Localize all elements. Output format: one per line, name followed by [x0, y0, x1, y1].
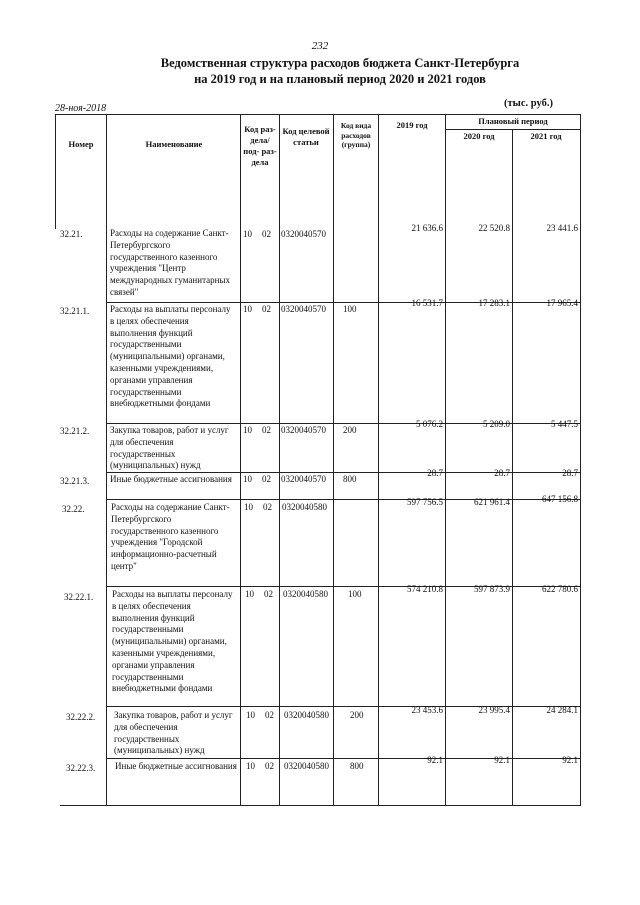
- row-target: 0320040580: [282, 502, 327, 512]
- row-2021: 24 284.1: [546, 705, 578, 715]
- row-number: 32.22.3.: [66, 763, 96, 773]
- row-2019: 23 453.6: [411, 705, 443, 715]
- row-number: 32.22.2.: [66, 712, 96, 722]
- header-planned-period: Плановый период: [478, 116, 548, 126]
- row-section: 10: [243, 229, 252, 239]
- row-target: 0320040570: [281, 304, 326, 314]
- row-2021: 28.7: [562, 468, 578, 478]
- row-name: Закупка товаров, работ и услуг для обеспечения государственных (муниципальных) нужд: [110, 425, 229, 471]
- row-subsection: 02: [265, 761, 274, 771]
- row-2020: 28.7: [494, 468, 510, 478]
- row-2019: 574 210.8: [407, 584, 443, 594]
- document-title-line-2: на 2019 год и на плановый период 2020 и 2021 годов: [194, 72, 486, 86]
- row-section: 10: [244, 502, 253, 512]
- row-number: 32.22.1.: [64, 592, 94, 602]
- row-subsection: 02: [262, 229, 271, 239]
- row-2019: 92.1: [427, 755, 443, 765]
- row-target: 0320040580: [284, 761, 329, 771]
- row-2019: 21 636.6: [411, 223, 443, 233]
- row-2020: 17 283.1: [478, 298, 510, 308]
- row-name: Расходы на содержание Санкт-Петербургского государственного казенного учреждения "Городской информационно-расчетный центр": [111, 502, 230, 571]
- header-2020: 2020 год: [463, 131, 495, 141]
- row-name: Иные бюджетные ассигнования: [115, 761, 237, 771]
- header-section-code: Код раз- дела/ под- раз- дела: [243, 124, 277, 167]
- row-section: 10: [246, 710, 255, 720]
- row-expense: 200: [350, 710, 364, 720]
- row-expense: 100: [348, 589, 362, 599]
- row-2019: 5 076.2: [416, 419, 443, 429]
- page-number: 232: [311, 40, 329, 52]
- row-2021: 17 965.4: [546, 298, 578, 308]
- row-2021: 5 447.5: [551, 419, 578, 429]
- row-target: 0320040570: [281, 229, 326, 239]
- row-subsection: 02: [262, 304, 271, 314]
- units-label: (тыс. руб.): [504, 98, 553, 109]
- row-2020: 597 873.9: [474, 584, 510, 594]
- header-2021: 2021 год: [530, 131, 562, 141]
- row-section: 10: [243, 425, 252, 435]
- row-expense: 200: [343, 425, 357, 435]
- row-2020: 5 209.0: [483, 419, 510, 429]
- row-target: 0320040580: [283, 589, 328, 599]
- row-expense: 100: [343, 304, 357, 314]
- row-number: 32.21.3.: [60, 476, 90, 486]
- row-number: 32.22.: [62, 504, 85, 514]
- row-target: 0320040570: [281, 474, 326, 484]
- header-2019: 2019 год: [396, 120, 428, 130]
- document-title-line-1: Ведомственная структура расходов бюджета Санкт-Петербурга: [160, 56, 520, 70]
- row-name: Закупка товаров, работ и услуг для обеспечения государственных (муниципальных) нужд: [114, 710, 233, 756]
- row-number: 32.21.: [60, 229, 83, 239]
- header-target-code: Код целевой статьи: [282, 126, 330, 147]
- header-number: Номер: [68, 139, 94, 149]
- row-target: 0320040580: [284, 710, 329, 720]
- row-2021: 23 441.6: [546, 223, 578, 233]
- row-section: 10: [245, 589, 254, 599]
- row-target: 0320040570: [281, 425, 326, 435]
- row-expense: 800: [343, 474, 357, 484]
- header-name: Наименование: [145, 139, 203, 149]
- report-date: 28-ноя-2018: [55, 103, 107, 114]
- row-section: 10: [246, 761, 255, 771]
- row-name: Иные бюджетные ассигнования: [110, 474, 232, 484]
- row-2020: 621 961.4: [474, 497, 510, 507]
- row-2020: 22 520.8: [478, 223, 510, 233]
- row-subsection: 02: [262, 474, 271, 484]
- row-number: 32.21.1.: [60, 306, 90, 316]
- row-subsection: 02: [263, 502, 272, 512]
- row-name: Расходы на содержание Санкт-Петербургского государственного казенного учреждения "Центр международных гуманитарных связей": [110, 228, 230, 297]
- row-2019: 597 756.5: [407, 497, 443, 507]
- row-2019: 28.7: [427, 468, 443, 478]
- header-expense-code: Код вида расходов (группа): [340, 121, 372, 149]
- row-2021: 92.1: [562, 755, 578, 765]
- row-name: Расходы на выплаты персоналу в целях обеспечения выполнения функций государственными (муниципальными) органами, казенными учреждениями, органами управления государственными внебюджетными фондами: [112, 589, 233, 694]
- row-expense: 800: [350, 761, 364, 771]
- row-2021: 647 156.8: [542, 494, 578, 504]
- row-section: 10: [243, 474, 252, 484]
- row-2020: 23 995.4: [478, 705, 510, 715]
- row-section: 10: [243, 304, 252, 314]
- row-2019: 16 531.7: [411, 298, 443, 308]
- row-subsection: 02: [264, 589, 273, 599]
- row-2020: 92.1: [494, 755, 510, 765]
- row-subsection: 02: [262, 425, 271, 435]
- row-2021: 622 780.6: [542, 584, 578, 594]
- row-name: Расходы на выплаты персоналу в целях обеспечения выполнения функций государственными (муниципальными) органами, казенными учреждениями, органами управления государственными внебюджетными фондами: [110, 304, 231, 409]
- row-subsection: 02: [265, 710, 274, 720]
- row-number: 32.21.2.: [60, 426, 90, 436]
